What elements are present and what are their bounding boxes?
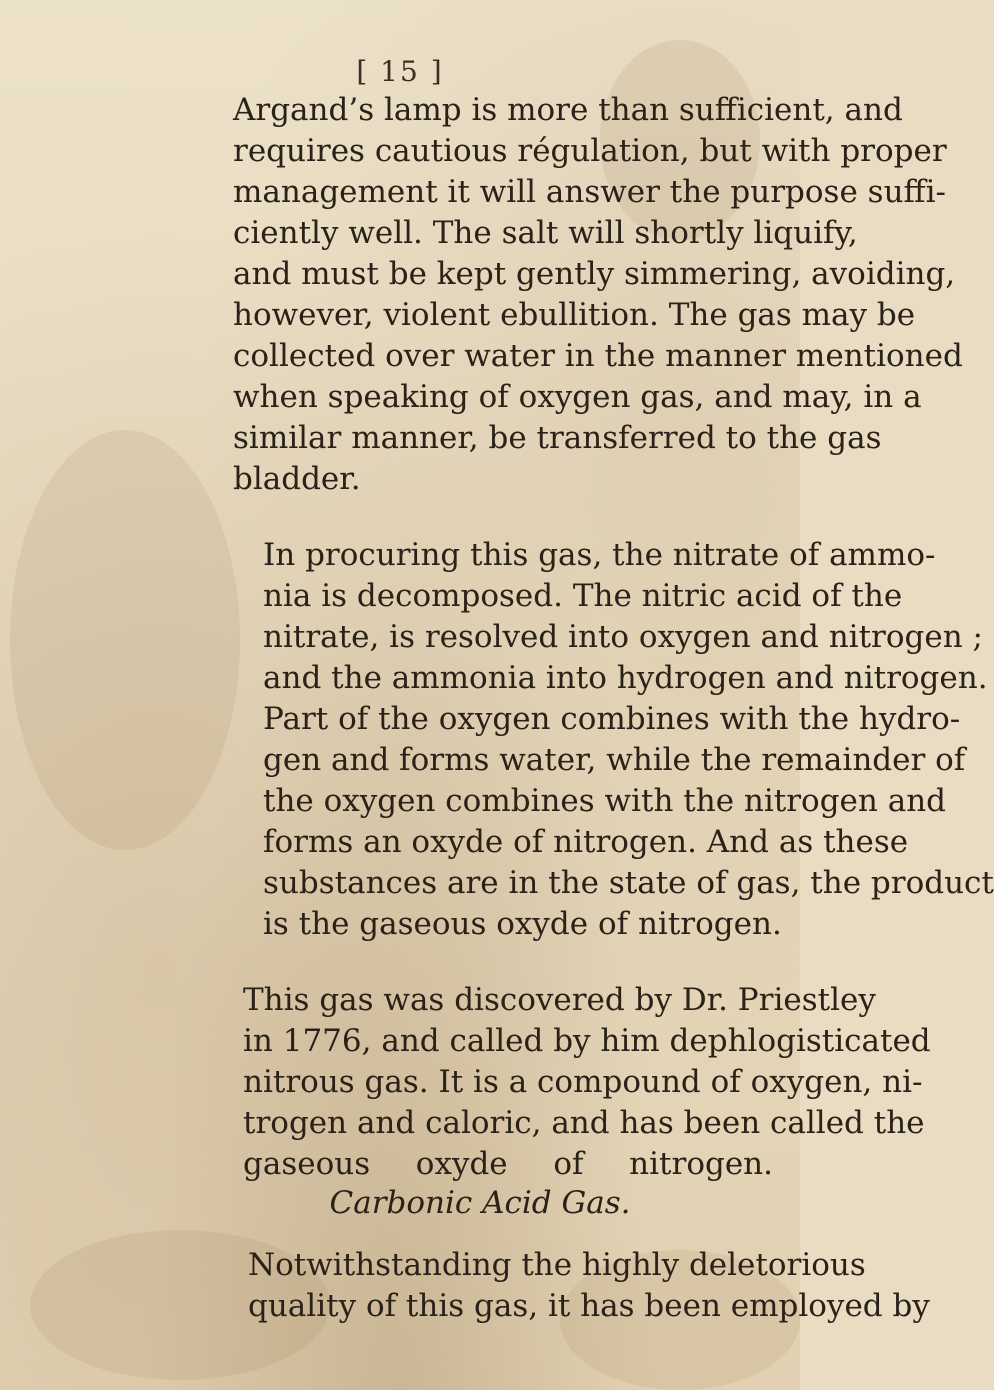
text-line: ciently well. The salt will shortly liquify,: [233, 215, 858, 251]
text-line: Argand’s lamp is more than sufficient, and: [233, 92, 903, 128]
text-line: In procuring this gas, the nitrate of ammo-: [263, 537, 936, 573]
page-number: [ 15 ]: [356, 55, 444, 88]
text-line: in 1776, and called by him dephlogisticated: [243, 1023, 931, 1059]
text-line: the oxygen combines with the nitrogen and: [263, 783, 947, 819]
text-line: Part of the oxygen combines with the hydro-: [263, 701, 961, 737]
text-line: requires cautious régulation, but with proper: [233, 133, 947, 169]
text-line: however, violent ebullition. The gas may be: [233, 297, 916, 333]
text-line: nia is decomposed. The nitric acid of the: [263, 578, 903, 614]
text-line: trogen and caloric, and has been called the: [243, 1105, 925, 1141]
text-line: gaseous oxyde of nitrogen.: [243, 1146, 773, 1182]
text-line: and the ammonia into hydrogen and nitrogen.: [263, 660, 988, 696]
text-line: forms an oxyde of nitrogen. And as these: [263, 824, 909, 860]
text-line: management it will answer the purpose suffi-: [233, 174, 946, 210]
text-line: is the gaseous oxyde of nitrogen.: [263, 906, 782, 942]
paragraph-4: [248, 1245, 930, 1327]
paragraph-2: [263, 535, 994, 945]
paper-stain: [10, 430, 240, 850]
text-line: nitrous gas. It is a compound of oxygen, ni-: [243, 1064, 923, 1100]
text-line: Notwithstanding the highly deletorious: [248, 1247, 866, 1283]
body-text: [233, 90, 994, 1185]
text-line: similar manner, be transferred to the gas: [233, 420, 882, 456]
text-line: This gas was discovered by Dr. Priestley: [243, 982, 876, 1018]
text-line: collected over water in the manner mentioned: [233, 338, 963, 374]
paragraph-1: [233, 90, 963, 500]
text-line: bladder.: [233, 461, 361, 497]
final-paragraph: [248, 1245, 930, 1327]
text-line: nitrate, is resolved into oxygen and nitrogen ;: [263, 619, 983, 655]
text-line: when speaking of oxygen gas, and may, in a: [233, 379, 922, 415]
text-line: gen and forms water, while the remainder of: [263, 742, 966, 778]
text-line: quality of this gas, it has been employed by: [248, 1288, 930, 1324]
section-heading: Carbonic Acid Gas.: [329, 1185, 631, 1221]
paragraph-3: [243, 980, 931, 1185]
text-line: and must be kept gently simmering, avoiding,: [233, 256, 956, 292]
text-line: substances are in the state of gas, the product: [263, 865, 994, 901]
